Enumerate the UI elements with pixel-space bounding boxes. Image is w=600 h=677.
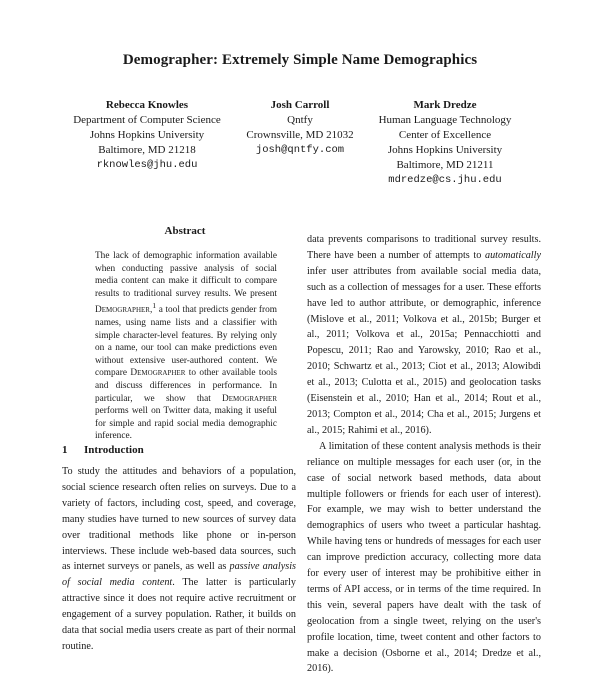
abstract-text: The lack of demographic information available when conducting passive analysis of social media content can make it difficult to compare results to traditional survey results. We present <box>95 251 277 299</box>
author-affiliation-line: Baltimore, MD 21218 <box>98 144 196 156</box>
body-text: data prevents comparisons to traditional survey results. There have been a number of attempts to <box>307 234 541 261</box>
author-affiliation-line: Center of Excellence <box>398 129 492 141</box>
section-number: 1 <box>62 444 68 456</box>
author-affiliation-line: Johns Hopkins University <box>89 129 205 141</box>
author-affiliation-line: Human Language Technology <box>378 114 512 126</box>
abstract-text: performs well on Twitter data, making it useful for simple and rapid social media demographic inference. <box>95 406 277 442</box>
abstract-heading: Abstract <box>164 225 206 237</box>
author-block <box>62 98 232 173</box>
author-block <box>360 98 530 188</box>
paragraph <box>307 232 541 439</box>
introduction-right-column <box>307 232 541 677</box>
paragraph: A limitation of these content analysis methods is their reliance on multiple messages for each user (or, in the case of social network based methods, data about multiple followers or friends for each user of interest). For example, we may wish to better understand the demographics of users who tweet a particular hashtag. While having tens or hundreds of messages for each user can improve prediction accuracy, collecting more data for every user of interest may be prohibitive either in terms of API access, or in terms of the time required. In this vein, several papers have dealt with the task of geolocation from a single tweet, relying on the user's profile location, time, tweet content and other factors to make a decision (Osborne et al., 2014; Dredze et al., 2016). <box>307 440 541 675</box>
abstract-text: to other available tools and discuss differences in performance. In particular, we show that <box>95 368 278 404</box>
tool-name: Demographer <box>95 305 150 316</box>
paragraph <box>62 464 296 655</box>
author-email[interactable]: josh@qntfy.com <box>255 144 345 156</box>
author-name: Rebecca Knowles <box>105 99 189 111</box>
author-affiliation-line: Department of Computer Science <box>73 114 221 126</box>
section-heading <box>62 444 144 456</box>
tool-name: Demographer <box>222 393 277 404</box>
author-name: Josh Carroll <box>270 99 330 111</box>
author-affiliation-line: Johns Hopkins University <box>387 144 503 156</box>
emphasis-text: passive analysis of social media content <box>62 561 296 589</box>
body-text: . The latter is particularly attractive since it does not require active recruitment or engagement of a survey population. Rather, it builds on data that social media users create as part of their normal routine. <box>62 577 296 652</box>
abstract-text: a tool that predicts gender from names, using name lists and a classifier with simple character-level features. By relying only on a name, our tool can make predictions even without extensive user-authored content. We compare <box>95 305 277 379</box>
body-text: To study the attitudes and behaviors of a population, social science research often relies on surveys. Due to a variety of factors, including cost, speed, and coverage, many studies have turned to new sources of survey data over traditional methods like phone or in-person interviews. These include web-based data sources, such as internet surveys or panels, as well as <box>62 466 296 573</box>
tool-name: Demographer <box>130 368 186 379</box>
author-affiliation-line: Qntfy <box>287 114 313 126</box>
author-affiliation-line: Baltimore, MD 21211 <box>396 159 494 171</box>
section-title: Introduction <box>84 444 144 456</box>
footnote-mark: 1 <box>152 301 157 311</box>
author-name: Mark Dredze <box>413 99 477 111</box>
paper-title: Demographer: Extremely Simple Name Demographics <box>122 52 478 68</box>
emphasis-text: automatically <box>484 249 541 261</box>
abstract-body: The lack of demographic information available when conducting passive analysis of social media content can make it difficult to compare results to traditional survey results. We present Demographer,$^1$ a tool that predicts gender from names, using name lists and a classifier with simple character-level features. By relying only on a name, our tool can make predictions even without extensive user-authored content. We compare Demographer to other available tools and discuss differences in performance. In particular, we show that Demographer performs well on Twitter data, making it useful for simple and rapid social media demographic inference. <box>95 251 278 442</box>
author-email[interactable]: mdredze@cs.jhu.edu <box>388 174 502 186</box>
introduction-left-column <box>62 464 296 655</box>
author-email[interactable]: rknowles@jhu.edu <box>96 159 198 171</box>
body-text: infer user attributes from available social media data, such as a collection of messages for a user. These efforts have led to author attribute, or demographic, inference (Mislove et al., 2011; Volkova et al., 2015b; Burger et al., 2011; Volkova et al., 2015a; Pennacchiotti and Popescu, 2011; Rao and Yarowsky, 2010; Rao et al., 2010; Schwartz et al., 2013; Ciot et al., 2013; Alowibdi et al., 2013; Culotta et al., 2015) and geolocation tasks (Eisenstein et al., 2010; Han et al., 2014; Rout et al., 2013; Compton et al., 2014; Cha et al., 2015; Jurgens et al., 2015; Rahimi et al., 2016). <box>307 265 541 436</box>
author-affiliation-line: Crownsville, MD 21032 <box>246 129 354 141</box>
